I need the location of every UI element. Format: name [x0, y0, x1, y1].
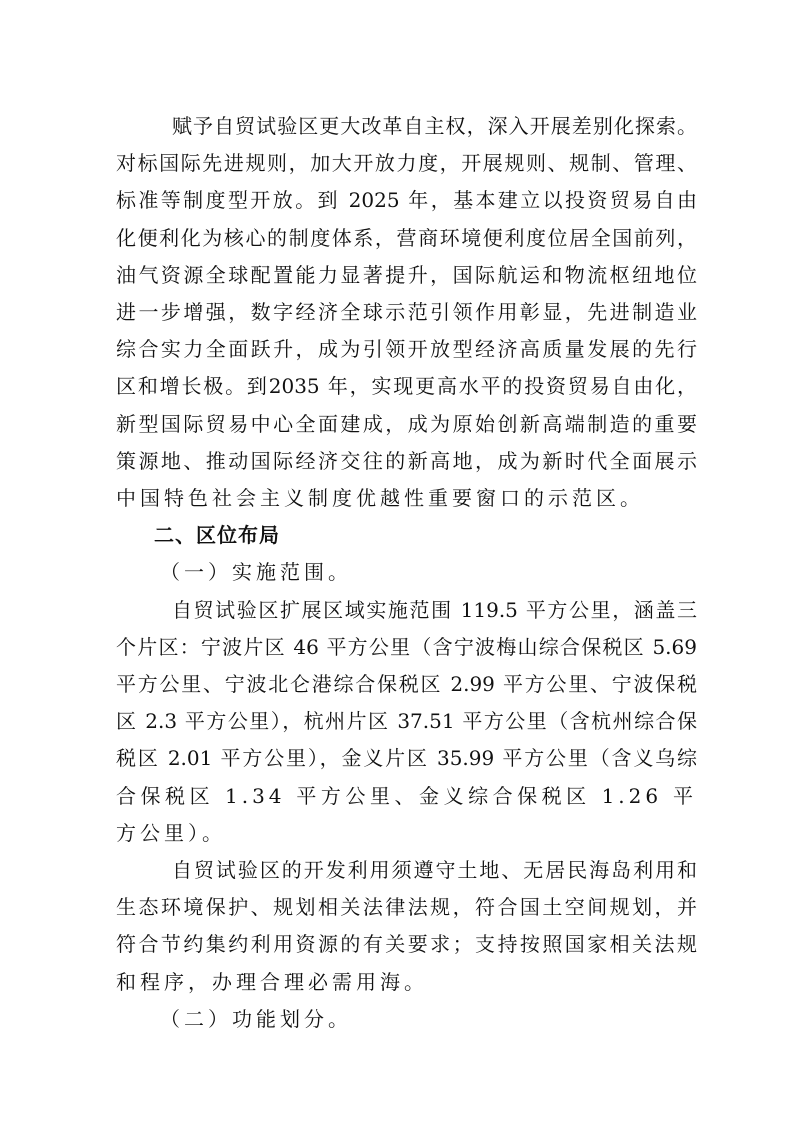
text-line: 策源地、推动国际经济交往的新高地，成为新时代全面展示 [116, 448, 697, 473]
text-line: 新型国际贸易中心全面建成，成为原始创新高端制造的重要 [116, 411, 697, 436]
body-paragraph [116, 592, 697, 852]
text-line: 税区 2.01 平方公里），金义片区 35.99 平方公里（含义乌综 [116, 746, 697, 771]
text-line: 自贸试验区的开发利用须遵守土地、无居民海岛利用和 [172, 858, 697, 883]
text-line: 平方公里、宁波北仑港综合保税区 2.99 平方公里、宁波保税 [116, 672, 697, 697]
text-line: 中国特色社会主义制度优越性重要窗口的示范区。 [116, 486, 644, 511]
text-line: 区和增长极。到2035 年，实现更高水平的投资贸易自由化， [116, 374, 697, 399]
text-line: 标准等制度型开放。到 2025 年，基本建立以投资贸易自由 [116, 188, 697, 213]
document-page [116, 108, 697, 1038]
text-line: 自贸试验区扩展区域实施范围 119.5 平方公里，涵盖三 [172, 597, 697, 622]
text-line: 赋予自贸试验区更大改革自主权，深入开展差别化探索。 [172, 114, 697, 138]
text-line: 油气资源全球配置能力显著提升，国际航运和物流枢纽地位 [116, 262, 697, 287]
text-line: 进一步增强，数字经济全球示范引领作用彰显，先进制造业 [116, 300, 697, 325]
subsection-heading: （一）实施范围。 [160, 560, 352, 585]
subsection-heading: （二）功能划分。 [160, 1006, 352, 1031]
text-line: 和程序，办理合理必需用海。 [116, 969, 428, 994]
text-line: 区 2.3 平方公里），杭州片区 37.51 平方公里（含杭州综合保 [116, 709, 697, 734]
text-line: 符合节约集约利用资源的有关要求；支持按照国家相关法规 [116, 932, 697, 957]
text-line: 对标国际先进规则，加大开放力度，开展规则、规制、管理、 [116, 151, 697, 176]
text-line: 个片区：宁波片区 46 平方公里（含宁波梅山综合保税区 5.69 [116, 634, 697, 659]
text-line: 化便利化为核心的制度体系，营商环境便利度位居全国前列， [116, 225, 697, 250]
text-line: 综合实力全面跃升，成为引领开放型经济高质量发展的先行 [116, 337, 697, 362]
body-paragraph [116, 108, 697, 517]
section-heading: 二、区位布局 [154, 523, 280, 548]
text-line: 生态环境保护、规划相关法律法规，符合国土空间规划，并 [116, 895, 697, 920]
text-line: 合保税区 1.34 平方公里、金义综合保税区 1.26 平方公里）。 [116, 783, 697, 845]
body-paragraph [116, 852, 697, 1001]
